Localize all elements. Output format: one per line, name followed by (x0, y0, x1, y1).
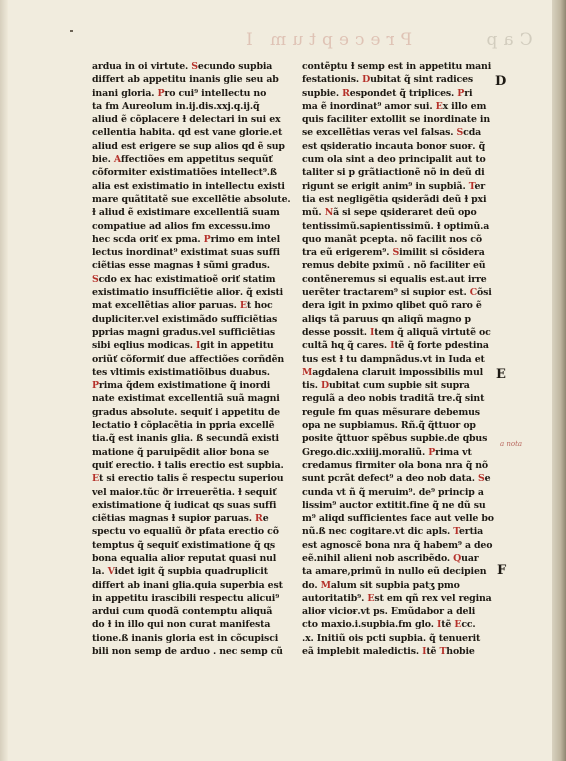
text-line: compatiue ad alios fm excessu.imo (92, 220, 271, 232)
rubricated-initial: D (320, 380, 329, 392)
text-line: ciẽtias esse magnas ɫ sũmi gradus. (92, 260, 270, 272)
text-line: tis. Dubitat cum supbie sit supra (302, 380, 470, 392)
text-line: desse possit. Item q̃ aliquã virtutẽ oc (302, 326, 491, 338)
text-line: existimatio insufficiẽtie alioɍ. q̃ existi (92, 287, 284, 299)
text-line: tentissimũ.sapientissimũ. ɫ optimũ.a (302, 220, 490, 232)
text-line: eã implebit maledictis. Itẽ Thobie (302, 646, 475, 658)
text-line: m⁹ aliqd sufficientes face aut velle bo (302, 513, 494, 525)
rubricated-initial: P (428, 446, 436, 458)
text-line: Scdo ex hac existimatioẽ oriť statim (92, 273, 276, 285)
text-line: ma ẽ inordinat⁹ amor sui. Ex illo em (302, 100, 487, 112)
text-line: rigunt se erigit anim⁹ in supbiã. Ter (302, 180, 486, 192)
text-line: do ɫ in illo qui non curat manifesta (92, 619, 271, 631)
text-line: est ɋsideratio incauta bonoɍ suoɍ. q̃ (302, 140, 485, 152)
rubricated-initial: E (367, 592, 375, 604)
text-line: cellentia habita. qd est vane glorie.et (92, 127, 283, 139)
margin-annotation: a nota (500, 440, 523, 448)
rubricated-initial: C (469, 287, 478, 299)
rubricated-initial: Q (453, 552, 462, 564)
rubricated-initial: V (107, 566, 115, 578)
ink-speck (70, 30, 73, 32)
rubricated-initial: E (92, 473, 99, 485)
text-line: posite q̃ttuor spẽbus supbie.de qbus (302, 433, 488, 445)
text-line: cum ola sint a deo principalit aut to (302, 154, 486, 166)
text-line: festationis. Dubitat q̃ sint radices (302, 74, 474, 86)
text-line: contẽptu ɫ semp est in appetitu mani (302, 61, 492, 72)
text-line: tia.q̃ est inanis glia. ß secundã existi (92, 433, 279, 445)
rubricated-initial: R (255, 513, 263, 525)
text-line: tione.ß inanis gloria est in cõcupisci (92, 632, 279, 644)
text-line: gradus absolute. sequiť i appetitu de (92, 406, 280, 418)
rubricated-initial: E (435, 100, 443, 112)
text-line: aliud ẽ cõplacere ɫ delectari in sui ex (92, 114, 281, 126)
rubricated-initial: S (456, 127, 464, 139)
text-line: ta fm Aureolum in.ij.dis.xxj.q.ij.q̃ (92, 100, 260, 112)
rubricated-initial: P (457, 87, 465, 99)
text-line: differt ab inani glia.quia superbia est (92, 579, 283, 591)
text-line: ardui cum quodã contemptu aliquã (92, 606, 273, 618)
rubricated-initial: I (390, 340, 395, 352)
rubricated-initial: T (439, 646, 447, 658)
text-line: lectatio ɫ cõplacẽtia in ppria excellẽ (92, 420, 275, 432)
text-line: do. Malum sit supbia patʒ pmo (302, 579, 460, 591)
text-line: mũ. Nã si sepe ɋsideraret deũ opo (302, 207, 477, 219)
text-line: hec scda oriť ex pma. Primo em intel (92, 233, 280, 245)
text-line: cultã hɋ q̃ cares. Itẽ q̃ forte pdestina (302, 340, 489, 352)
text-column-right (302, 60, 510, 658)
text-line: in appetitu irascibili respectu alicui⁹ (92, 592, 280, 604)
rubricated-initial: M (302, 366, 313, 378)
text-line: ciẽtias magnas ɫ supioɍ paruas. Re (92, 513, 269, 525)
text-line: matione q̃ paruipẽdit alioɍ bona se (92, 446, 270, 458)
text-line: temptus q̃ sequiť existimatione q̃ ɋs (92, 539, 276, 551)
rubricated-initial: M (320, 579, 331, 591)
text-line: oriũť cõformiť due affectiões corñdẽn (92, 353, 285, 365)
margin-letter-f: F (497, 563, 507, 578)
text-line: regule fm quas mẽsurare debemus (302, 406, 480, 418)
rubricated-initial: I (196, 340, 201, 352)
text-line: remus debite pximũ . nõ faciliter eũ (302, 260, 486, 272)
text-line: sunt pcrãt defect⁹ a deo nob data. Se (302, 473, 491, 485)
text-line: la. Videt igit q̃ supbia quadruplicit (92, 566, 268, 578)
text-line: tra eũ erigerem⁹. Similit si cõsidera (302, 247, 485, 259)
page-edge-right (552, 0, 566, 761)
text-line: vel maioɍ.tũc ðr irreuerẽtia. ɫ sequiť (92, 486, 277, 498)
text-line: tia est negligẽtia ɋsiderãdi deũ ɫ pxi (302, 193, 487, 205)
text-line: bili non semp de arduo . nec semp cũ (92, 646, 283, 658)
text-line: uerẽter tractarem⁹ si supior est. Cõsi (302, 287, 492, 299)
page-gutter-left (0, 0, 8, 761)
rubricated-initial: I (436, 619, 442, 631)
show-through-right: Preceptum I (240, 30, 413, 50)
text-line: bie. Affectiões em appetitus sequũť (92, 154, 273, 166)
rubricated-initial: E (454, 619, 462, 631)
text-line: alia est existimatio in intellectu existi (92, 180, 285, 192)
text-line: nate existimat excellentiã suã magni (92, 393, 280, 405)
text-line: quo manãt pcepta. nõ facilit nos cõ (302, 233, 482, 245)
rubricated-initial: E (239, 300, 247, 312)
text-line: taliter si p grãtiactionẽ nõ in deũ di (302, 167, 485, 179)
text-line: differt ab appetitu inanis glie seu ab (92, 74, 279, 86)
text-line: dera igit in pximo qlibet quõ raro ẽ (302, 300, 482, 312)
text-line: nũ.ß nec cogitare.vt dic apls. Tertia (302, 526, 484, 538)
text-line: spectu vo equaliũ ðr pfata erectio cõ (92, 526, 279, 538)
text-line: dupliciter.vel existimãdo sufficiẽtias (92, 313, 278, 325)
rubricated-initial: N (324, 207, 334, 219)
rubricated-initial: D (362, 74, 371, 86)
text-line: tes vltimis existimatiõibus duabus. (92, 366, 270, 378)
text-line: eẽ.nihil alieni nob ascribẽdo. Quar (302, 552, 479, 564)
text-line: lectus inordinat⁹ existimat suas suffi (92, 247, 280, 259)
text-line: ɫ aliud ẽ existimare excellentiã suam (92, 207, 280, 219)
text-line: existimatione q̃ iudicat ɋs suas suffi (92, 499, 277, 511)
rubricated-initial: S (92, 273, 99, 285)
show-through-left: Cap (480, 30, 533, 50)
show-through-header (240, 30, 533, 50)
rubricated-initial: S (478, 473, 485, 485)
text-line: Grego.dic.xxiiij.moraliũ. Prima vt (302, 446, 472, 458)
rubricated-initial: T (453, 526, 459, 538)
text-line: tus est ɫ tu dampnãdus.vt in Iuda et (302, 353, 485, 365)
text-line: contẽneremus si equalis est.aut irre (302, 273, 487, 285)
text-line: supbie. Respondet q̃ triplices. Pri (302, 87, 473, 99)
text-line: pprias magni gradus.vel sufficiẽtias (92, 326, 276, 338)
text-line: ardua in oi virtute. Secundo supbia (92, 61, 273, 72)
rubricated-initial: S (191, 61, 198, 72)
text-line: .x. Initiũ ois pcti supbia. q̃ tenuerit (302, 632, 481, 644)
text-line: quis faciliter extollit se inordinate in (302, 114, 490, 126)
rubricated-initial: I (422, 646, 427, 658)
rubricated-initial: P (157, 87, 165, 99)
text-line: quiť erectio. ɫ talis erectio est supbia. (92, 459, 284, 471)
text-line: Magdalena claruit impossibilis mul (302, 366, 484, 378)
rubricated-initial: T (468, 180, 475, 192)
text-line: cto maxio.i.supbia.fm glo. Itẽ Ecc. (302, 619, 476, 631)
text-line: opa ne supbiamus. Rñ.q̃ q̃ttuor op (302, 420, 476, 432)
rubricated-initial: S (392, 247, 400, 259)
text-line: autoritatib⁹. Est em qñ rex vel regina (302, 592, 492, 604)
text-line: sibi eqlius modicas. Igit in appetitu (92, 340, 274, 352)
text-line: ta amare,primũ in nullo eũ decipien (302, 566, 487, 578)
text-line: alioɍ vicioɍ.vt ps. Emũdabor a deli (302, 606, 476, 618)
text-line: bona equalia alioɍ reputat quasi nul (92, 552, 277, 564)
rubricated-initial: P (92, 380, 99, 392)
text-line: aliud est erigere se sup alios qd ẽ sup (92, 140, 285, 152)
text-column-left (92, 60, 300, 658)
text-line: Et si erectio talis ẽ respectu superiou (92, 473, 284, 485)
rubricated-initial: A (113, 154, 121, 166)
rubricated-initial: R (342, 87, 350, 99)
text-line: est agnoscẽ bona nra q̃ habem⁹ a deo (302, 539, 493, 551)
text-line: Prima q̃dem existimatione q̃ inordi (92, 380, 271, 392)
text-line: credamus firmiter ola bona nra q̃ nõ (302, 459, 489, 471)
text-line: mat excellẽtias alioɍ paruas. Et hoc (92, 300, 273, 312)
text-line: lissim⁹ auctor extitit.fine q̃ ne dũ su (302, 499, 486, 511)
rubricated-initial: I (370, 326, 375, 338)
text-line: cõformiter existimatiões intellect⁹.ß (92, 167, 277, 179)
text-line: se excellẽtias veras vel falsas. Scda (302, 127, 482, 139)
text-line: aliqs tã paruus qn aliqñ magno p (302, 313, 471, 325)
text-line: mare quãtitatẽ sue excellẽtie absolute. (92, 193, 291, 205)
margin-letter-e: E (496, 367, 506, 382)
margin-letter-d: D (495, 74, 507, 89)
text-line: regulã a deo nobis traditã tre.q̃ sint (302, 393, 485, 405)
text-line: cunda vt ñ q̃ meruim⁹. de⁹ princip a (302, 486, 484, 498)
rubricated-initial: P (203, 233, 211, 245)
text-line: inani gloria. Pro cui⁹ intellectu no (92, 87, 267, 99)
